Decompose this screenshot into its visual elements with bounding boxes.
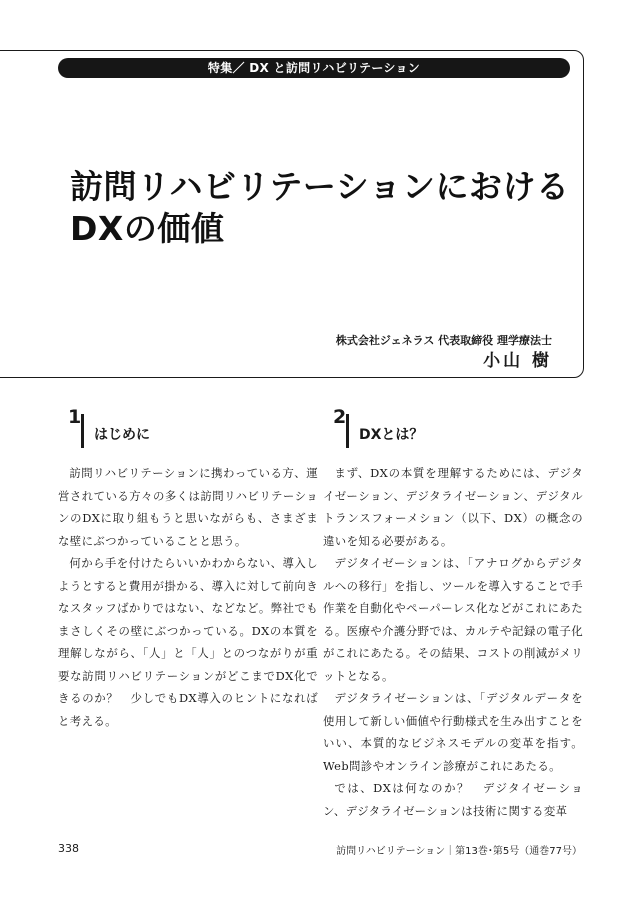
- section-number: 1: [68, 406, 82, 428]
- page-number: 338: [58, 842, 79, 855]
- section-bar: [81, 414, 84, 448]
- author-affiliation: 株式会社ジェネラス 代表取締役 理学療法士: [335, 334, 552, 347]
- title-line-1: 訪問リハビリテーションにおける: [70, 167, 570, 206]
- paragraph: では、DXは何なのか？ デジタイゼーション、デジタライゼーションは技術に関する変革: [323, 781, 583, 818]
- section-title: はじめに: [94, 427, 150, 443]
- paragraph: デジタライゼーションは、「デジタルデータを使用して新しい価値や行動様式を生み出すことをいい、本質的なビジネスモデルの変革を指す。Web問診やオンライン診療がこれにあたる。: [323, 691, 583, 773]
- paragraph: 訪問リハビリテーションに携わっている方、運営されている方々の多くは訪問リハビリテーションのDXに取り組もうと思いながらも、さまざまな壁にぶつかっていることと思う。: [58, 466, 318, 548]
- journal-citation: 訪問リハビリテーション｜第13巻･第5号（通巻77号）: [336, 846, 582, 857]
- section-bar: [346, 414, 349, 448]
- paragraph: まず、DXの本質を理解するためには、デジタイゼーション、デジタライゼーション、デジタルトランスフォーメション（以下、DX）の概念の違いを知る必要がある。: [323, 466, 583, 548]
- section-title: DXとは？: [359, 427, 424, 443]
- series-banner: 特集／ DX と訪問リハビリテーション: [58, 58, 570, 78]
- article-title: [70, 166, 570, 250]
- section-2-heading: [333, 406, 573, 448]
- author-name: 小山 樹: [483, 351, 552, 371]
- paragraph: デジタイゼーションは、「アナログからデジタルへの移行」を指し、ツールを導入することで手作業を自動化やペーパーレス化などがこれにあたる。医療や介護分野では、カルテや記録の電子化がこれにあたる。その結果、コストの削減がメリットとなる。: [323, 556, 583, 683]
- title-line-2: DXの価値: [70, 209, 225, 248]
- section-2-body: [323, 462, 583, 822]
- section-number: 2: [333, 406, 347, 428]
- section-1-body: [58, 462, 318, 732]
- section-1-heading: [68, 406, 308, 448]
- paragraph: 何から手を付けたらいいかわからない、導入しようとすると費用が掛かる、導入に対して前向きなスタッフばかりではない、などなど。弊社でもまさしくその壁にぶつかっている。DXの本質を理解しながら、「人」と「人」とのつながりが重要な訪問リハビリテーションがどこまでDX化できるのか？ 少しでもDX導入のヒントになればと考える。: [58, 556, 318, 728]
